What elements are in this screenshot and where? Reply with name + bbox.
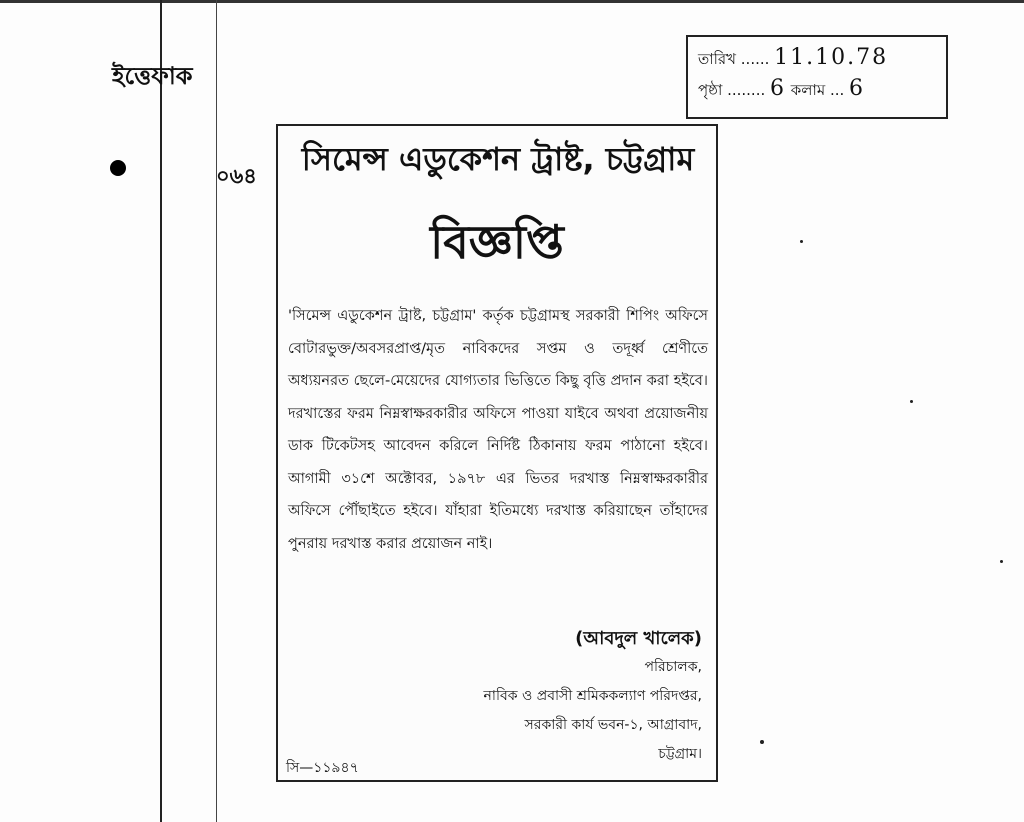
- notice-clipping: [276, 124, 718, 782]
- notice-heading: বিজ্ঞপ্তি: [430, 215, 564, 269]
- stamp-date-value: 11.10.78: [774, 45, 889, 70]
- scan-speck: [800, 240, 803, 243]
- margin-line: [160, 0, 162, 822]
- ad-code: সি—১১৯৪৭: [286, 760, 359, 776]
- stamp-page-row: পৃষ্ঠা ........ 6 কলাম ... 6: [698, 76, 866, 101]
- scan-speck: [910, 400, 913, 403]
- clip-number: ০৬৪: [216, 164, 257, 188]
- signatory-building: সরকারী কার্য ভবন-১, আগ্রাবাদ,: [524, 717, 702, 733]
- margin-line-inner: [216, 0, 217, 822]
- newspaper-name: ইত্তেফাক: [112, 62, 193, 90]
- stamp-page-label: পৃষ্ঠা: [698, 81, 723, 99]
- scan-speck: [1000, 560, 1003, 563]
- date-stamp: [686, 35, 948, 119]
- stamp-column-label: কলাম: [790, 81, 826, 99]
- scan-speck: [760, 740, 764, 744]
- signatory-office: নাবিক ও প্রবাসী শ্রমিককল্যাণ পরিদপ্তর,: [483, 688, 702, 704]
- punch-hole-mark: [110, 160, 126, 176]
- stamp-page-value: 6: [770, 76, 787, 101]
- notice-organization: সিমেন্স এডুকেশন ট্রাষ্ট, চট্টগ্রাম: [301, 140, 695, 178]
- signatory-name: (আবদুল খালেক): [575, 628, 702, 649]
- stamp-date-row: তারিখ ...... 11.10.78: [698, 45, 889, 70]
- signature-block: [402, 624, 702, 769]
- signatory-city: চট্টগ্রাম।: [658, 746, 702, 762]
- stamp-column-value: 6: [849, 76, 866, 101]
- signatory-designation: পরিচালক,: [644, 659, 702, 675]
- notice-body: 'সিমেন্স এডুকেশন ট্রাষ্ট, চট্টগ্রাম' কর্তৃক চট্টগ্রামস্থ সরকারী শিপিং অফিসে বোটারভুক্ত/অবসরপ্রাপ্ত/মৃত নাবিকদের সপ্তম ও তদূর্ধ্ব শ্রেণীতে অধ্যয়নরত ছেলে-মেয়েদের যোগ্যতার ভিত্তিতে কিছু বৃত্তি প্রদান করা হইবে। দরখাস্তের ফরম নিম্নস্বাক্ষরকারীর অফিসে পাওয়া যাইবে অথবা প্রয়োজনীয় ডাক টিকেটসহ আবেদন করিলে নির্দিষ্ট ঠিকানায় ফরম পাঠানো হইবে। আগামী ৩১শে অক্টোবর, ১৯৭৮ এর ভিতর দরখাস্ত নিম্নস্বাক্ষরকারীর অফিসে পৌঁছাইতে হইবে। যাঁহারা ইতিমধ্যে দরখাস্ত করিয়াছেন তাঁহাদের পুনরায় দরখাস্ত করার প্রয়োজন নাই।: [288, 308, 708, 552]
- stamp-date-label: তারিখ: [698, 50, 736, 68]
- paper-top-edge: [0, 0, 1024, 3]
